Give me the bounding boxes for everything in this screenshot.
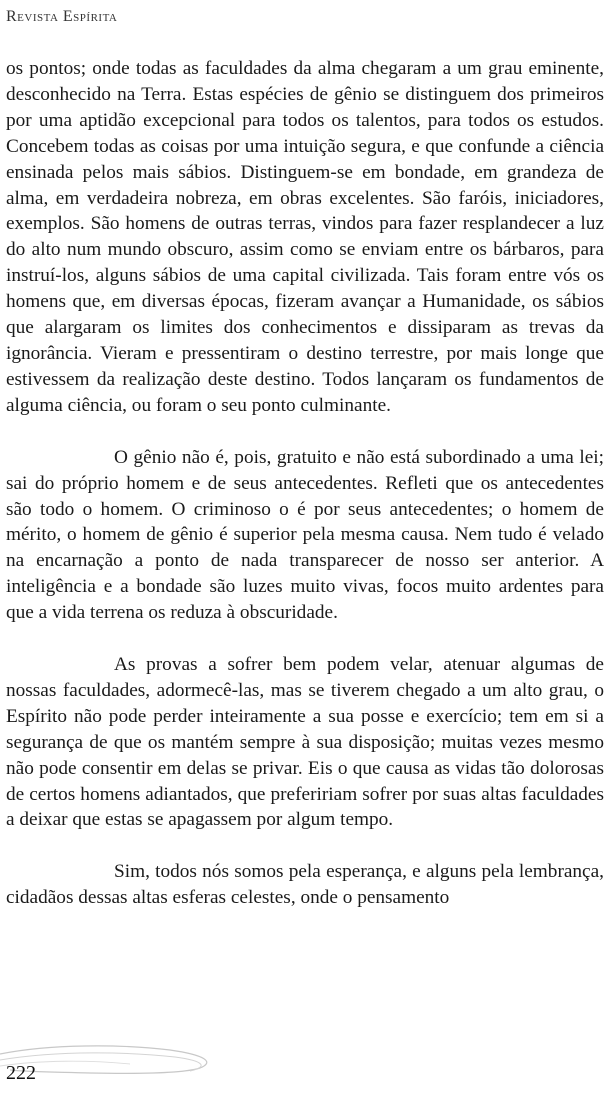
page-body [6,56,604,911]
paragraph-4: Sim, todos nós somos pela esperança, e alguns pela lembrança, cidadãos dessas altas esferas celestes, onde o pensamento [6,861,604,909]
paragraph-3: As provas a sofrer bem podem velar, atenuar algumas de nossas faculdades, adormecê-las, mas se tiverem chegado a um alto grau, o Espírito não pode perder inteiramente a sua posse e exercício; tem em si a segurança de que os mantém sempre à sua disposição; muitas vezes mesmo não pode consentir em delas se privar. Eis o que causa as vidas tão dolorosas de certos homens adiantados, que prefeririam sofrer por suas altas faculdades a deixar que estas se apagassem por algum tempo. [6,654,604,831]
page-number: 222 [6,1062,36,1084]
paragraph-1: os pontos; onde todas as faculdades da alma chegaram a um grau eminente, desconhecido na Terra. Estas espécies de gênio se distinguem dos primeiros por uma aptidão excepcional para todos os talentos, para todos os estudos. Concebem todas as coisas por uma intuição segura, e que confunde a ciência ensinada pelos mais sábios. Distinguem-se em bondade, em grandeza de alma, em verdadeira nobreza, em obras excelentes. São faróis, iniciadores, exemplos. São homens de outras terras, vindos para fazer resplandecer a luz do alto num mundo obscuro, assim como se enviam entre os bárbaros, para instruí-los, alguns sábios de uma capital civilizada. Tais foram entre vós os homens que, em diversas épocas, fizeram avançar a Humanidade, os sábios que alargaram os limites dos conhecimentos e dissiparam as trevas da ignorância. Vieram e pressentiram o destino terrestre, por mais longe que estivessem da realização deste destino. Todos lançaram os fundamentos de alguma ciência, ou foram o seu ponto culminante. [6,58,604,416]
running-head-title: Revista Espírita [6,8,118,25]
page-footer [0,1040,611,1095]
decorative-swoosh-icon [0,1040,260,1090]
paragraph-2: O gênio não é, pois, gratuito e não está subordinado a uma lei; sai do próprio homem e de seus antecedentes. Refleti que os antecedentes são todo o homem. O criminoso o é por seus antecedentes; o homem de mérito, o homem de gênio é superior pela mesma causa. Nem tudo é velado na encarnação a ponto de nada transparecer de nosso ser anterior. A inteligência e a bondade são luzes muito vivas, focos muito ardentes para que a vida terrena os reduza à obscuridade. [6,446,604,624]
